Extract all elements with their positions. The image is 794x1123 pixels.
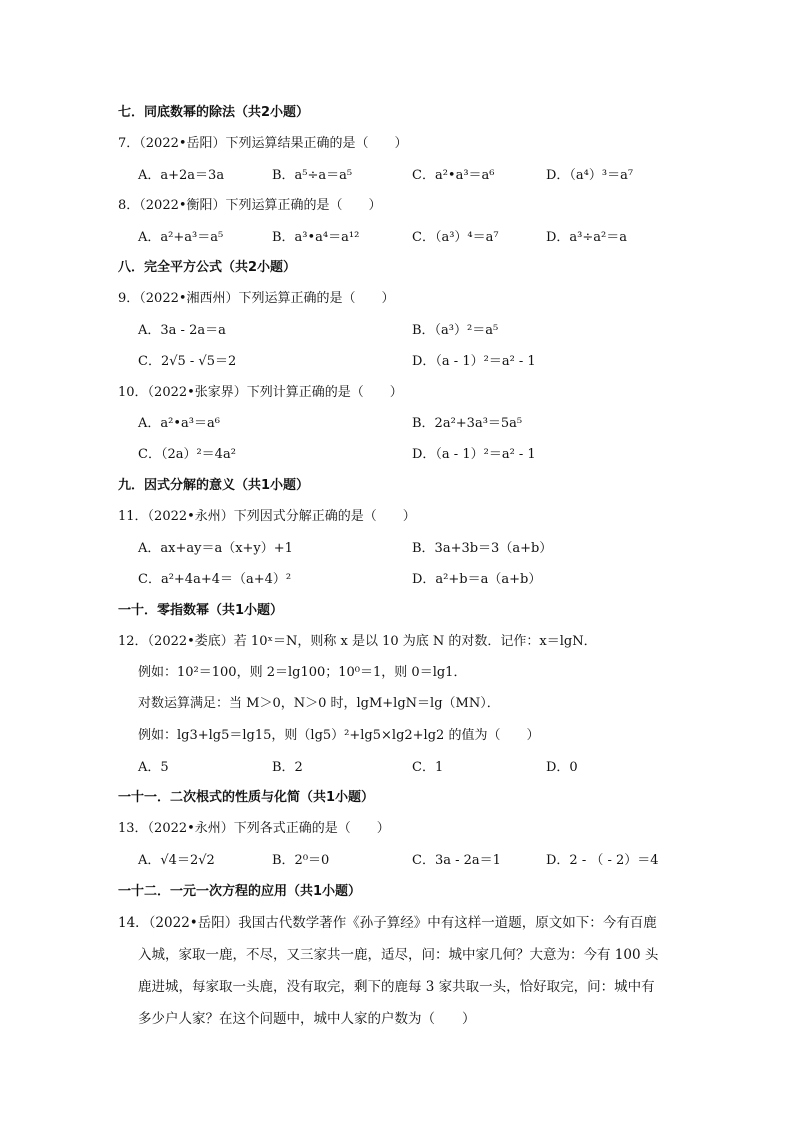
option-b: B．2a²+3a³＝5a⁵ (412, 416, 523, 431)
option-d: D．（a⁴）³＝a⁷ (546, 168, 634, 183)
option-b: B．2 (272, 760, 303, 775)
option-d: D．（a - 1）²＝a² - 1 (412, 447, 536, 462)
question-stem: 7．（2022•岳阳）下列运算结果正确的是（ ） (118, 136, 408, 151)
option-c: C．a²•a³＝a⁶ (412, 168, 495, 183)
section-title: 九．因式分解的意义（共1小题） (118, 478, 310, 493)
option-d: D．a³÷a²＝a (546, 230, 627, 245)
option-c: C．3a - 2a＝1 (412, 853, 501, 868)
option-b: B．3a+3b＝3（a+b） (412, 541, 553, 556)
option-d: D．2 - （ - 2）＝4 (546, 853, 659, 868)
option-a: A．ax+ay＝a（x+y）+1 (138, 541, 293, 556)
question-stem: 9．（2022•湘西州）下列运算正确的是（ ） (118, 291, 395, 306)
question-stem: 8．（2022•衡阳）下列运算正确的是（ ） (118, 198, 382, 213)
option-b: B．2⁰＝0 (272, 853, 330, 868)
question-stem: 13．（2022•永州）下列各式正确的是（ ） (118, 821, 390, 836)
option-c: C．（2a）²＝4a² (138, 447, 236, 462)
option-d: D．（a - 1）²＝a² - 1 (412, 354, 536, 369)
option-d: D．a²+b＝a（a+b） (412, 572, 542, 587)
option-a: A．a²•a³＝a⁶ (138, 416, 220, 431)
option-c: C．a²+4a+4＝（a+4）² (138, 572, 292, 587)
section-title: 八．完全平方公式（共2小题） (118, 260, 297, 275)
option-a: A．3a - 2a＝a (138, 323, 226, 338)
question-line: 入城，家取一鹿，不尽，又三家共一鹿，适尽，问：城中家几何？大意为：今有 100 头 (138, 947, 659, 963)
option-a: A．5 (138, 760, 169, 775)
option-b: B．a³•a⁴＝a¹² (272, 230, 360, 245)
question-line: 多少户人家？在这个问题中，城中人家的户数为（ ） (138, 1011, 476, 1027)
section-title: 一十．零指数幂（共1小题） (118, 603, 284, 618)
option-b: B．（a³）²＝a⁵ (412, 323, 499, 338)
option-a: A．a+2a＝3a (138, 168, 225, 183)
question-line: 例如：lg3+lg5＝lg15，则（lg5）²+lg5×lg2+lg2 的值为（ ） (138, 728, 540, 743)
option-c: C．1 (412, 760, 444, 775)
question-line: 例如：10²＝100，则 2＝lg100；10⁰＝1，则 0＝lg1． (138, 665, 467, 680)
section-title: 一十二．一元一次方程的应用（共1小题） (118, 884, 362, 899)
option-c: C．（a³）⁴＝a⁷ (412, 230, 499, 245)
option-a: A．a²+a³＝a⁵ (138, 230, 224, 245)
option-a: A．√4＝2√2 (138, 853, 215, 868)
option-b: B．a⁵÷a＝a⁵ (272, 168, 353, 183)
question-line: 鹿进城，每家取一头鹿，没有取完，剩下的鹿每 3 家共取一头，恰好取完，问：城中有 (138, 979, 655, 995)
option-c: C．2√5 - √5＝2 (138, 354, 237, 369)
question-line: 对数运算满足：当 M＞0，N＞0 时，lgM+lgN＝lg（MN）． (138, 696, 500, 711)
question-stem: 14．（2022•岳阳）我国古代数学著作《孙子算经》中有这样一道题，原文如下：今有百鹿 (118, 915, 657, 931)
section-title: 七．同底数幂的除法（共2小题） (118, 105, 310, 120)
option-d: D．0 (546, 760, 578, 775)
section-title: 一十一．二次根式的性质与化简（共1小题） (118, 790, 375, 805)
question-stem: 10．（2022•张家界）下列计算正确的是（ ） (118, 385, 403, 400)
question-stem: 12．（2022•娄底）若 10ˣ＝N，则称 x 是以 10 为底 N 的对数．记作：x＝lgN． (118, 634, 597, 649)
question-stem: 11．（2022•永州）下列因式分解正确的是（ ） (118, 509, 416, 524)
